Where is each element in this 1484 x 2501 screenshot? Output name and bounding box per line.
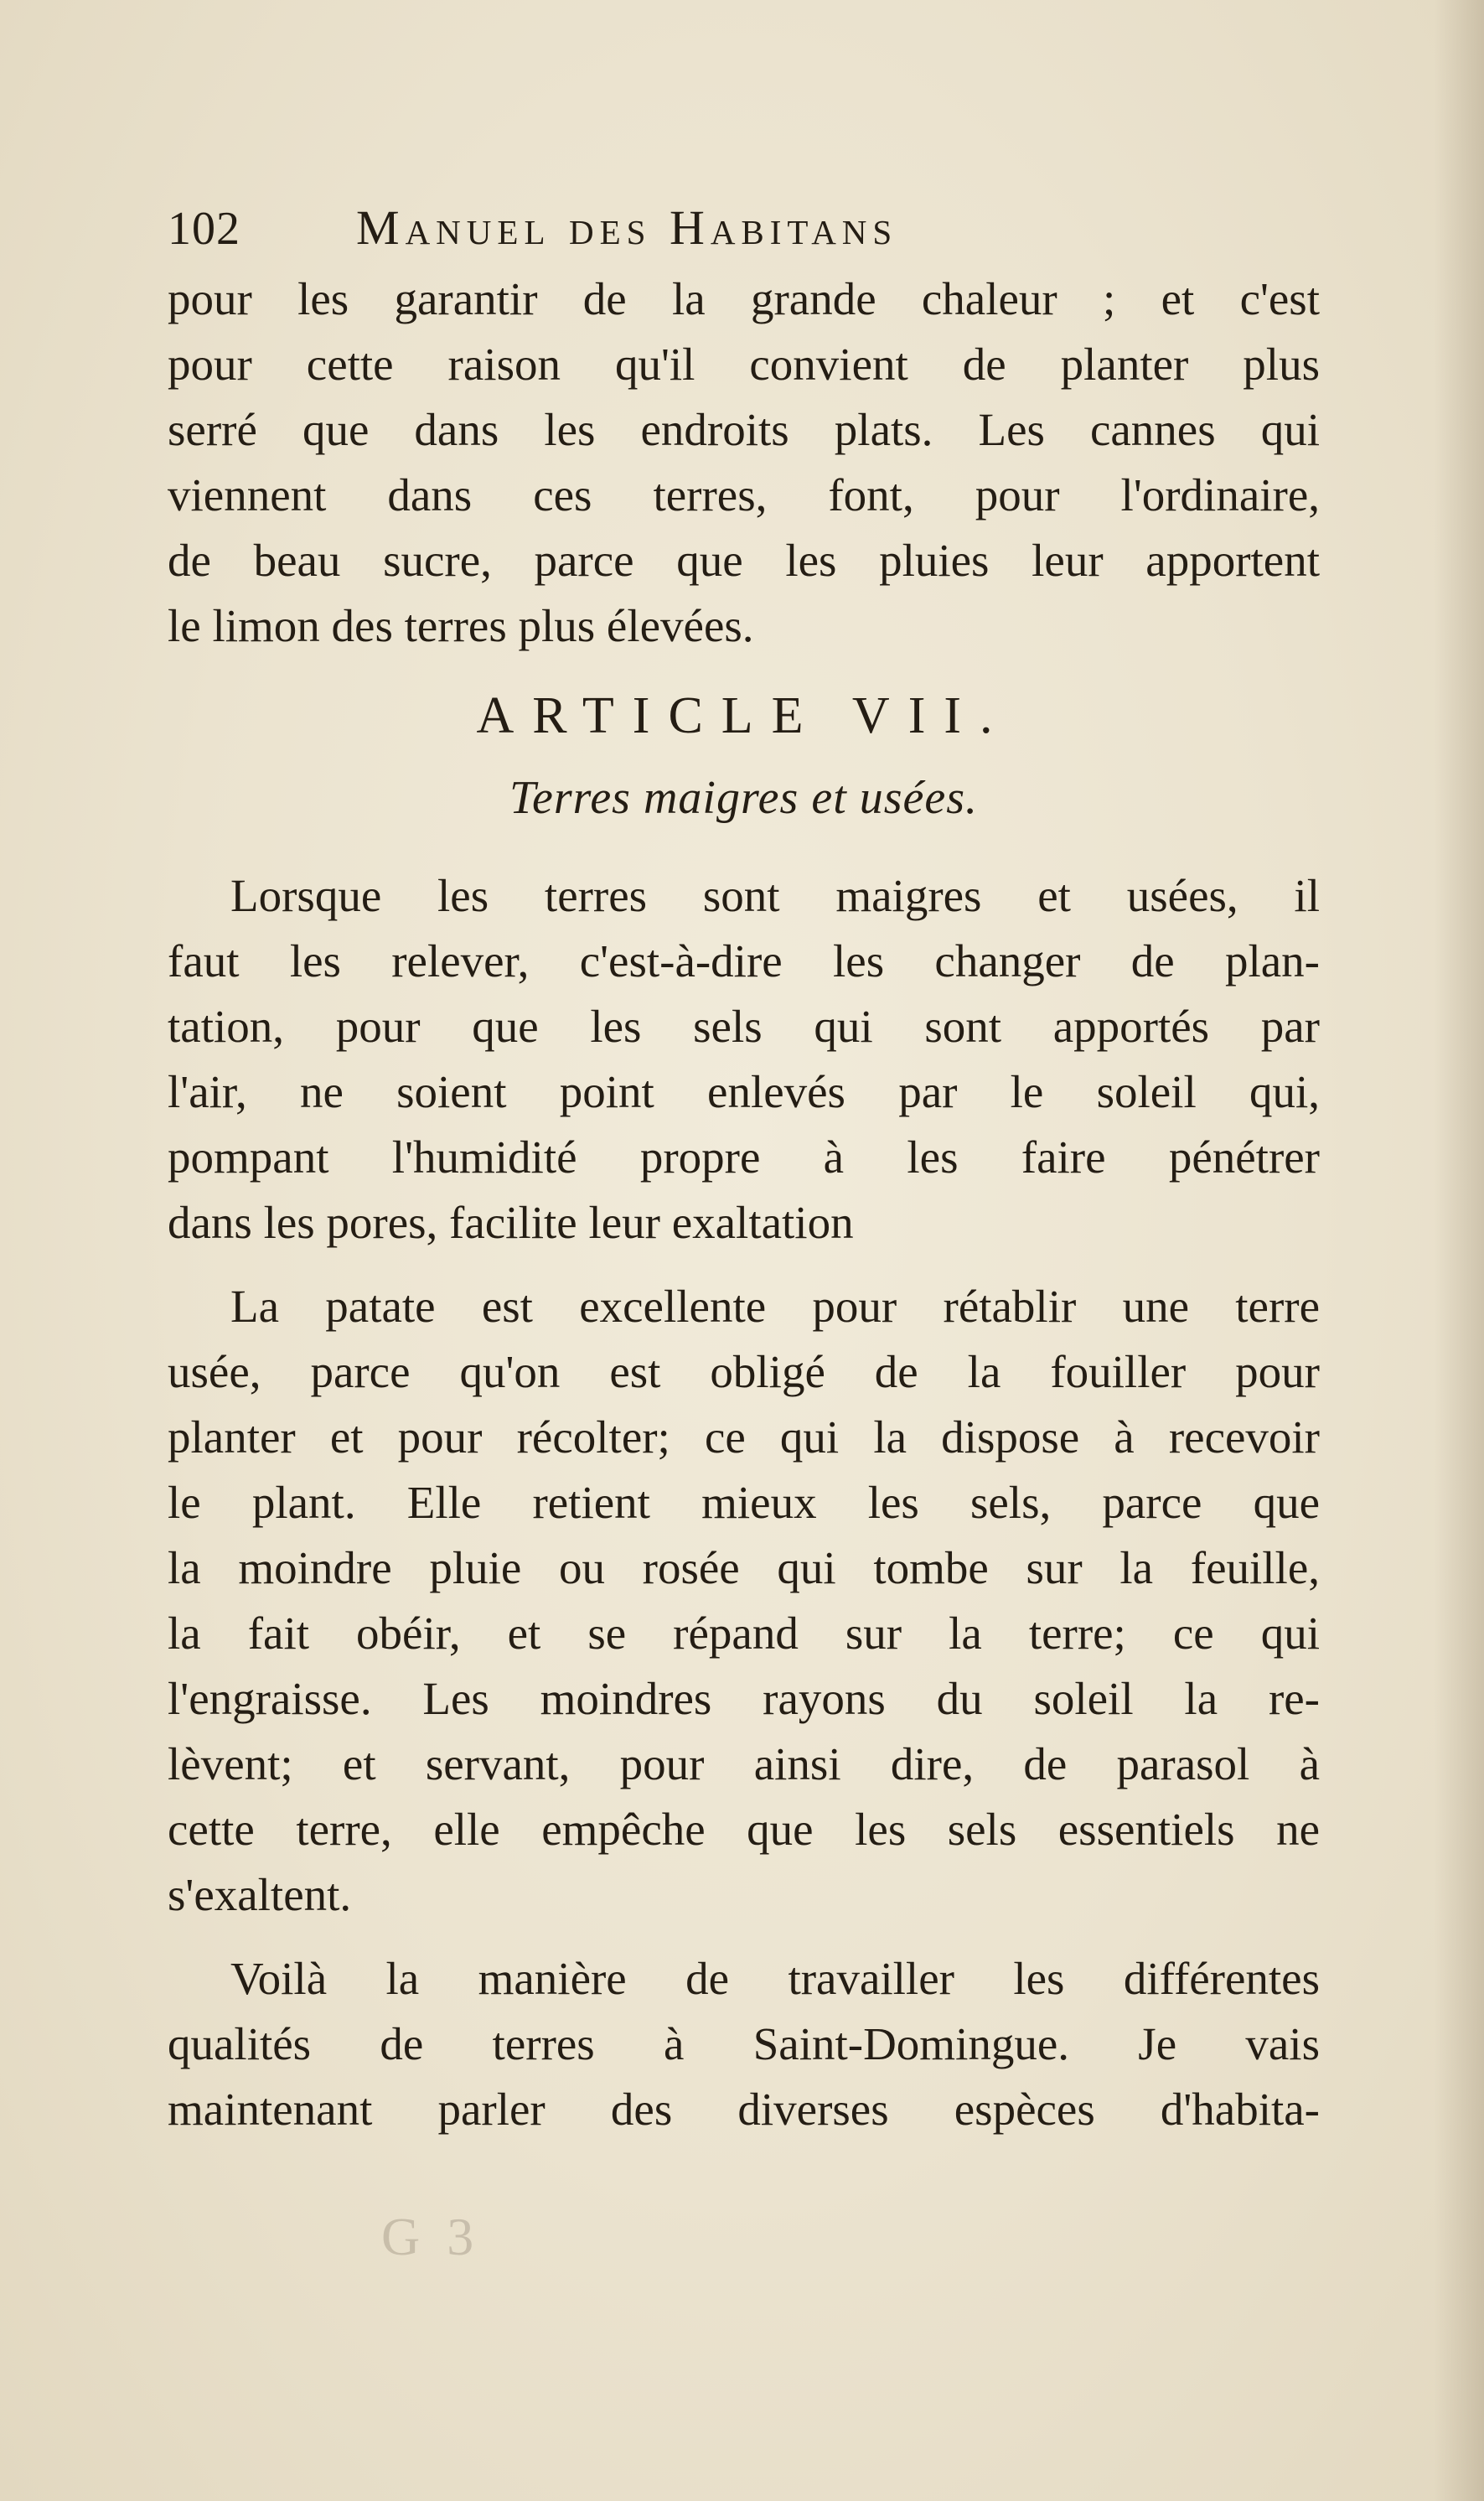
text-line: La patate est excellente pour rétablir une terre [230, 1281, 1320, 1332]
text-block [168, 199, 1320, 2142]
paragraph-2 [168, 1274, 1320, 1928]
text-line: le plant. Elle retient mieux les sels, parce que [168, 1477, 1320, 1528]
text-line: l'air, ne soient point enlevés par le soleil qui, [168, 1066, 1320, 1117]
paragraph-gap [168, 1256, 1320, 1274]
text-line: le limon des terres plus élevées. [168, 600, 754, 651]
text-line: s'exaltent. [168, 1869, 352, 1920]
text-line: usée, parce qu'on est obligé de la fouiller pour [168, 1346, 1320, 1397]
text-line: qualités de terres à Saint-Domingue. Je vais [168, 2018, 1320, 2069]
text-line: pompant l'humidité propre à les faire pénétrer [168, 1131, 1320, 1183]
paragraph-1 [168, 863, 1320, 1256]
running-title: Manuel des Habitans [356, 200, 898, 255]
text-line: maintenant parler des diverses espèces d'habita- [168, 2084, 1320, 2135]
intro-paragraph [168, 267, 1320, 659]
text-line: la fait obéir, et se répand sur la terre; ce qui [168, 1608, 1320, 1659]
page-edge-shadow [1434, 0, 1484, 2501]
text-line: pour les garantir de la grande chaleur ; et c'est [168, 273, 1320, 324]
text-line: pour cette raison qu'il convient de planter plus [168, 339, 1320, 390]
text-line: Lorsque les terres sont maigres et usées, il [230, 870, 1320, 921]
text-line: serré que dans les endroits plats. Les cannes qui [168, 404, 1320, 455]
text-line: faut les relever, c'est-à-dire les changer de plan- [168, 935, 1320, 986]
text-line: lèvent; et servant, pour ainsi dire, de parasol à [168, 1738, 1320, 1789]
text-line: la moindre pluie ou rosée qui tombe sur la feuille, [168, 1542, 1320, 1593]
paragraph-3 [168, 1946, 1320, 2142]
text-line: viennent dans ces terres, font, pour l'ordinaire, [168, 469, 1320, 520]
text-line: Voilà la manière de travailler les différentes [230, 1953, 1320, 2004]
article-heading: ARTICLE VII. [476, 687, 1011, 744]
paragraph-gap [168, 1928, 1320, 1946]
signature-mark: G 3 [381, 2207, 481, 2266]
text-line: cette terre, elle empêche que les sels essentiels ne [168, 1804, 1320, 1855]
text-line: l'engraisse. Les moindres rayons du soleil la re- [168, 1673, 1320, 1724]
page-number: 102 [168, 203, 240, 255]
text-line: de beau sucre, parce que les pluies leur apportent [168, 535, 1320, 586]
running-head [168, 199, 1320, 267]
text-line: planter et pour récolter; ce qui la dispose à recevoir [168, 1411, 1320, 1463]
text-line: dans les pores, facilite leur exaltation [168, 1197, 854, 1248]
article-subtitle: Terres maigres et usées. [509, 772, 979, 824]
text-line: tation, pour que les sels qui sont apportés par [168, 1001, 1320, 1052]
